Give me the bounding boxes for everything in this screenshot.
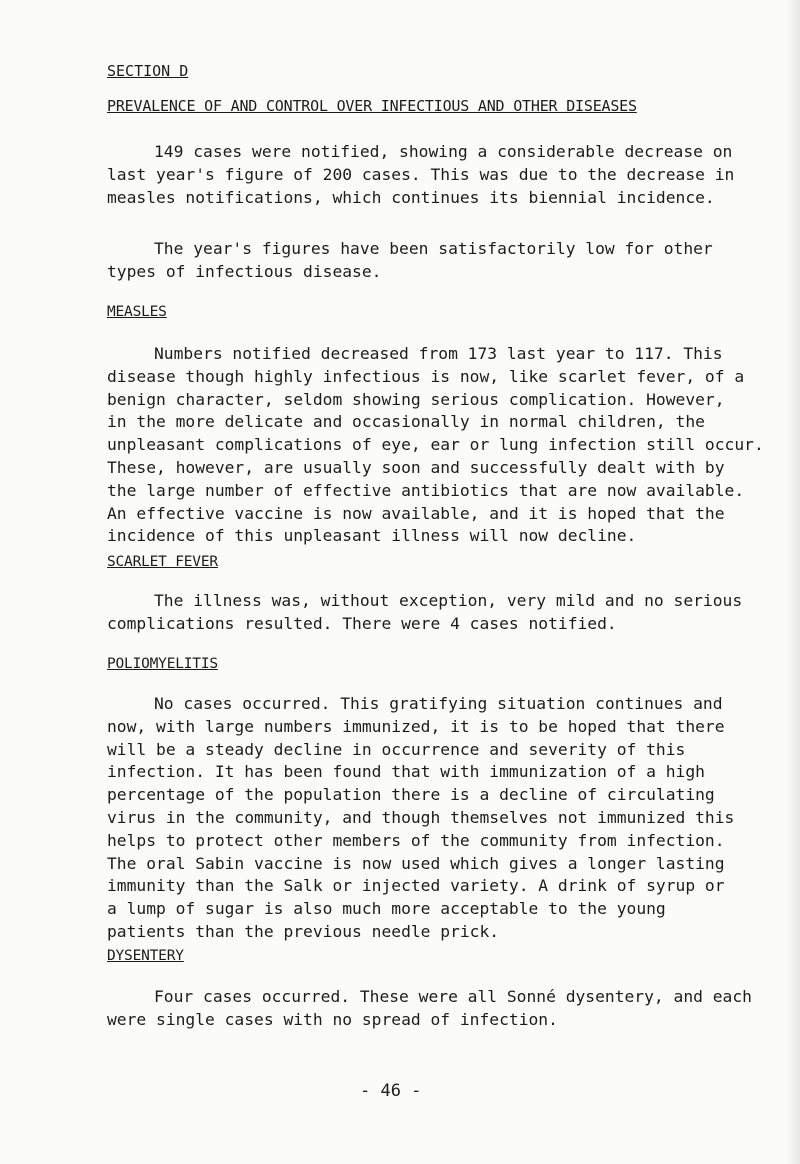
page-title: PREVALENCE OF AND CONTROL OVER INFECTIOUS AND OTHER DISEASES bbox=[107, 97, 637, 115]
page-number: - 46 - bbox=[360, 1081, 422, 1101]
measles-paragraph bbox=[107, 343, 767, 548]
text-line: disease though highly infectious is now, like scarlet fever, of a bbox=[107, 366, 745, 386]
text-line: last year's figure of 200 cases. This was due to the decrease in bbox=[107, 164, 735, 184]
text-line: a lump of sugar is also much more acceptable to the young bbox=[107, 899, 666, 919]
text-line: Numbers notified decreased from 173 last year to 117. This bbox=[154, 344, 723, 363]
text-line: The illness was, without exception, very mild and no serious bbox=[154, 591, 743, 610]
poliomyelitis-paragraph bbox=[107, 693, 767, 944]
text-line: incidence of this unpleasant illness will now decline. bbox=[107, 526, 637, 546]
text-line: An effective vaccine is now available, and it is hoped that the bbox=[107, 503, 725, 523]
text-line: the large number of effective antibiotics that are now available. bbox=[107, 480, 745, 500]
text-line: virus in the community, and though themselves not immunized this bbox=[107, 807, 735, 827]
text-line: will be a steady decline in occurrence and severity of this bbox=[107, 739, 686, 759]
text-line: patients than the previous needle prick. bbox=[107, 921, 500, 941]
text-line: were single cases with no spread of infection. bbox=[107, 1009, 558, 1029]
text-line: helps to protect other members of the community from infection. bbox=[107, 830, 725, 850]
text-line: unpleasant complications of eye, ear or lung infection still occur. bbox=[107, 435, 764, 455]
poliomyelitis-heading: POLIOMYELITIS bbox=[107, 656, 218, 672]
section-label: SECTION D bbox=[107, 62, 189, 80]
measles-heading: MEASLES bbox=[107, 304, 167, 320]
intro-paragraph-2 bbox=[107, 238, 767, 284]
scarlet-fever-paragraph bbox=[107, 590, 767, 636]
page-edge-shadow bbox=[786, 0, 800, 1164]
text-line: now, with large numbers immunized, it is to be hoped that there bbox=[107, 716, 725, 736]
text-line: complications resulted. There were 4 cases notified. bbox=[107, 613, 617, 633]
text-line: The oral Sabin vaccine is now used which gives a longer lasting bbox=[107, 853, 725, 873]
intro-paragraph-1 bbox=[107, 141, 767, 209]
text-line: immunity than the Salk or injected variety. A drink of syrup or bbox=[107, 876, 725, 896]
dysentery-heading: DYSENTERY bbox=[107, 948, 184, 964]
text-line: No cases occurred. This gratifying situation continues and bbox=[154, 694, 723, 713]
scarlet-fever-heading: SCARLET FEVER bbox=[107, 554, 218, 570]
text-line: Four cases occurred. These were all Sonné dysentery, and each bbox=[154, 987, 752, 1006]
text-line: measles notifications, which continues its biennial incidence. bbox=[107, 187, 715, 207]
dysentery-paragraph bbox=[107, 986, 767, 1032]
text-line: 149 cases were notified, showing a considerable decrease on bbox=[154, 142, 733, 161]
text-line: in the more delicate and occasionally in normal children, the bbox=[107, 412, 705, 432]
text-line: types of infectious disease. bbox=[107, 261, 382, 281]
text-line: The year's figures have been satisfactorily low for other bbox=[154, 239, 713, 258]
text-line: infection. It has been found that with immunization of a high bbox=[107, 762, 705, 782]
text-line: These, however, are usually soon and successfully dealt with by bbox=[107, 457, 725, 477]
text-line: benign character, seldom showing serious complication. However, bbox=[107, 389, 725, 409]
text-line: percentage of the population there is a decline of circulating bbox=[107, 785, 715, 805]
